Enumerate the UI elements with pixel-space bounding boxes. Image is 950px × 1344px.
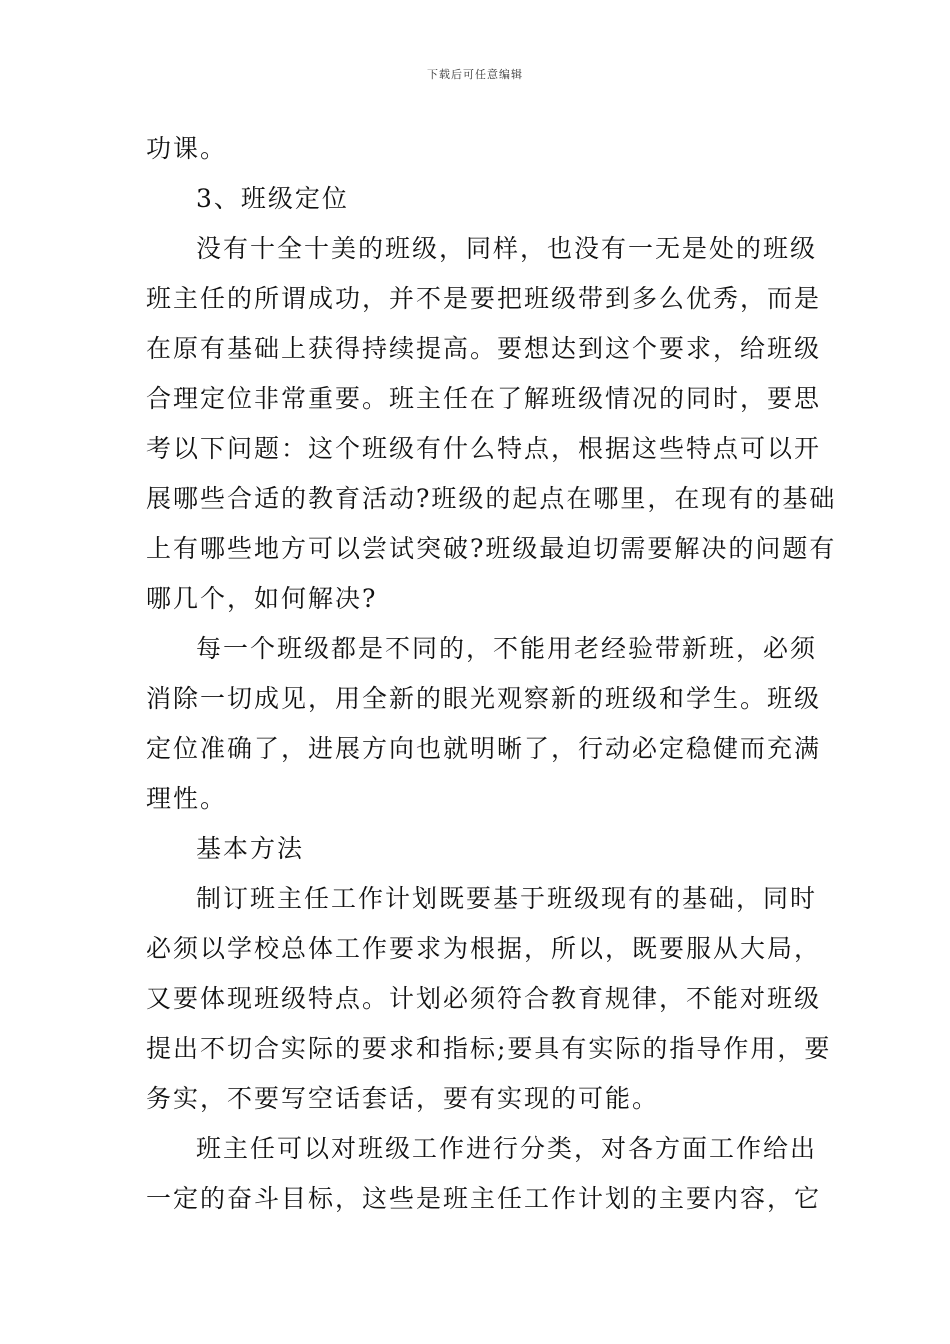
text-line: 消除一切成见，用全新的眼光观察新的班级和学生。班级: [146, 684, 822, 713]
text-line: 合理定位非常重要。班主任在了解班级情况的同时，要思: [146, 384, 822, 413]
text-line: 务实，不要写空话套话，要有实现的可能。: [146, 1084, 660, 1113]
page-header: 下载后可任意编辑: [427, 68, 523, 81]
text-line: 班主任的所谓成功，并不是要把班级带到多么优秀，而是: [146, 284, 822, 313]
document-body: [146, 124, 837, 1224]
text-line: 上有哪些地方可以尝试突破?班级最迫切需要解决的问题有: [146, 534, 837, 563]
text-line: 一定的奋斗目标，这些是班主任工作计划的主要内容，它: [146, 1184, 822, 1213]
text-line: 必须以学校总体工作要求为根据，所以，既要服从大局，: [146, 934, 822, 963]
section-heading: 3、班级定位: [196, 184, 349, 213]
text-line: 展哪些合适的教育活动?班级的起点在哪里，在现有的基础: [146, 484, 837, 513]
text-line: 又要体现班级特点。计划必须符合教育规律，不能对班级: [146, 984, 822, 1013]
text-line: 没有十全十美的班级，同样，也没有一无是处的班级: [196, 234, 818, 263]
text-line: 定位准确了，进展方向也就明晰了，行动必定稳健而充满: [146, 734, 822, 763]
text-line: 哪几个，如何解决?: [146, 584, 378, 613]
text-line: 提出不切合实际的要求和指标;要具有实际的指导作用，要: [146, 1034, 832, 1063]
text-line: 考以下问题：这个班级有什么特点，根据这些特点可以开: [146, 434, 822, 463]
text-line: 理性。: [146, 784, 228, 813]
text-line: 每一个班级都是不同的，不能用老经验带新班，必须: [196, 634, 818, 663]
text-line: 制订班主任工作计划既要基于班级现有的基础，同时: [196, 884, 818, 913]
section-heading: 基本方法: [196, 834, 305, 863]
text-line: 班主任可以对班级工作进行分类，对各方面工作给出: [196, 1134, 818, 1163]
text-line: 功课。: [146, 134, 228, 163]
text-line: 在原有基础上获得持续提高。要想达到这个要求，给班级: [146, 334, 822, 363]
